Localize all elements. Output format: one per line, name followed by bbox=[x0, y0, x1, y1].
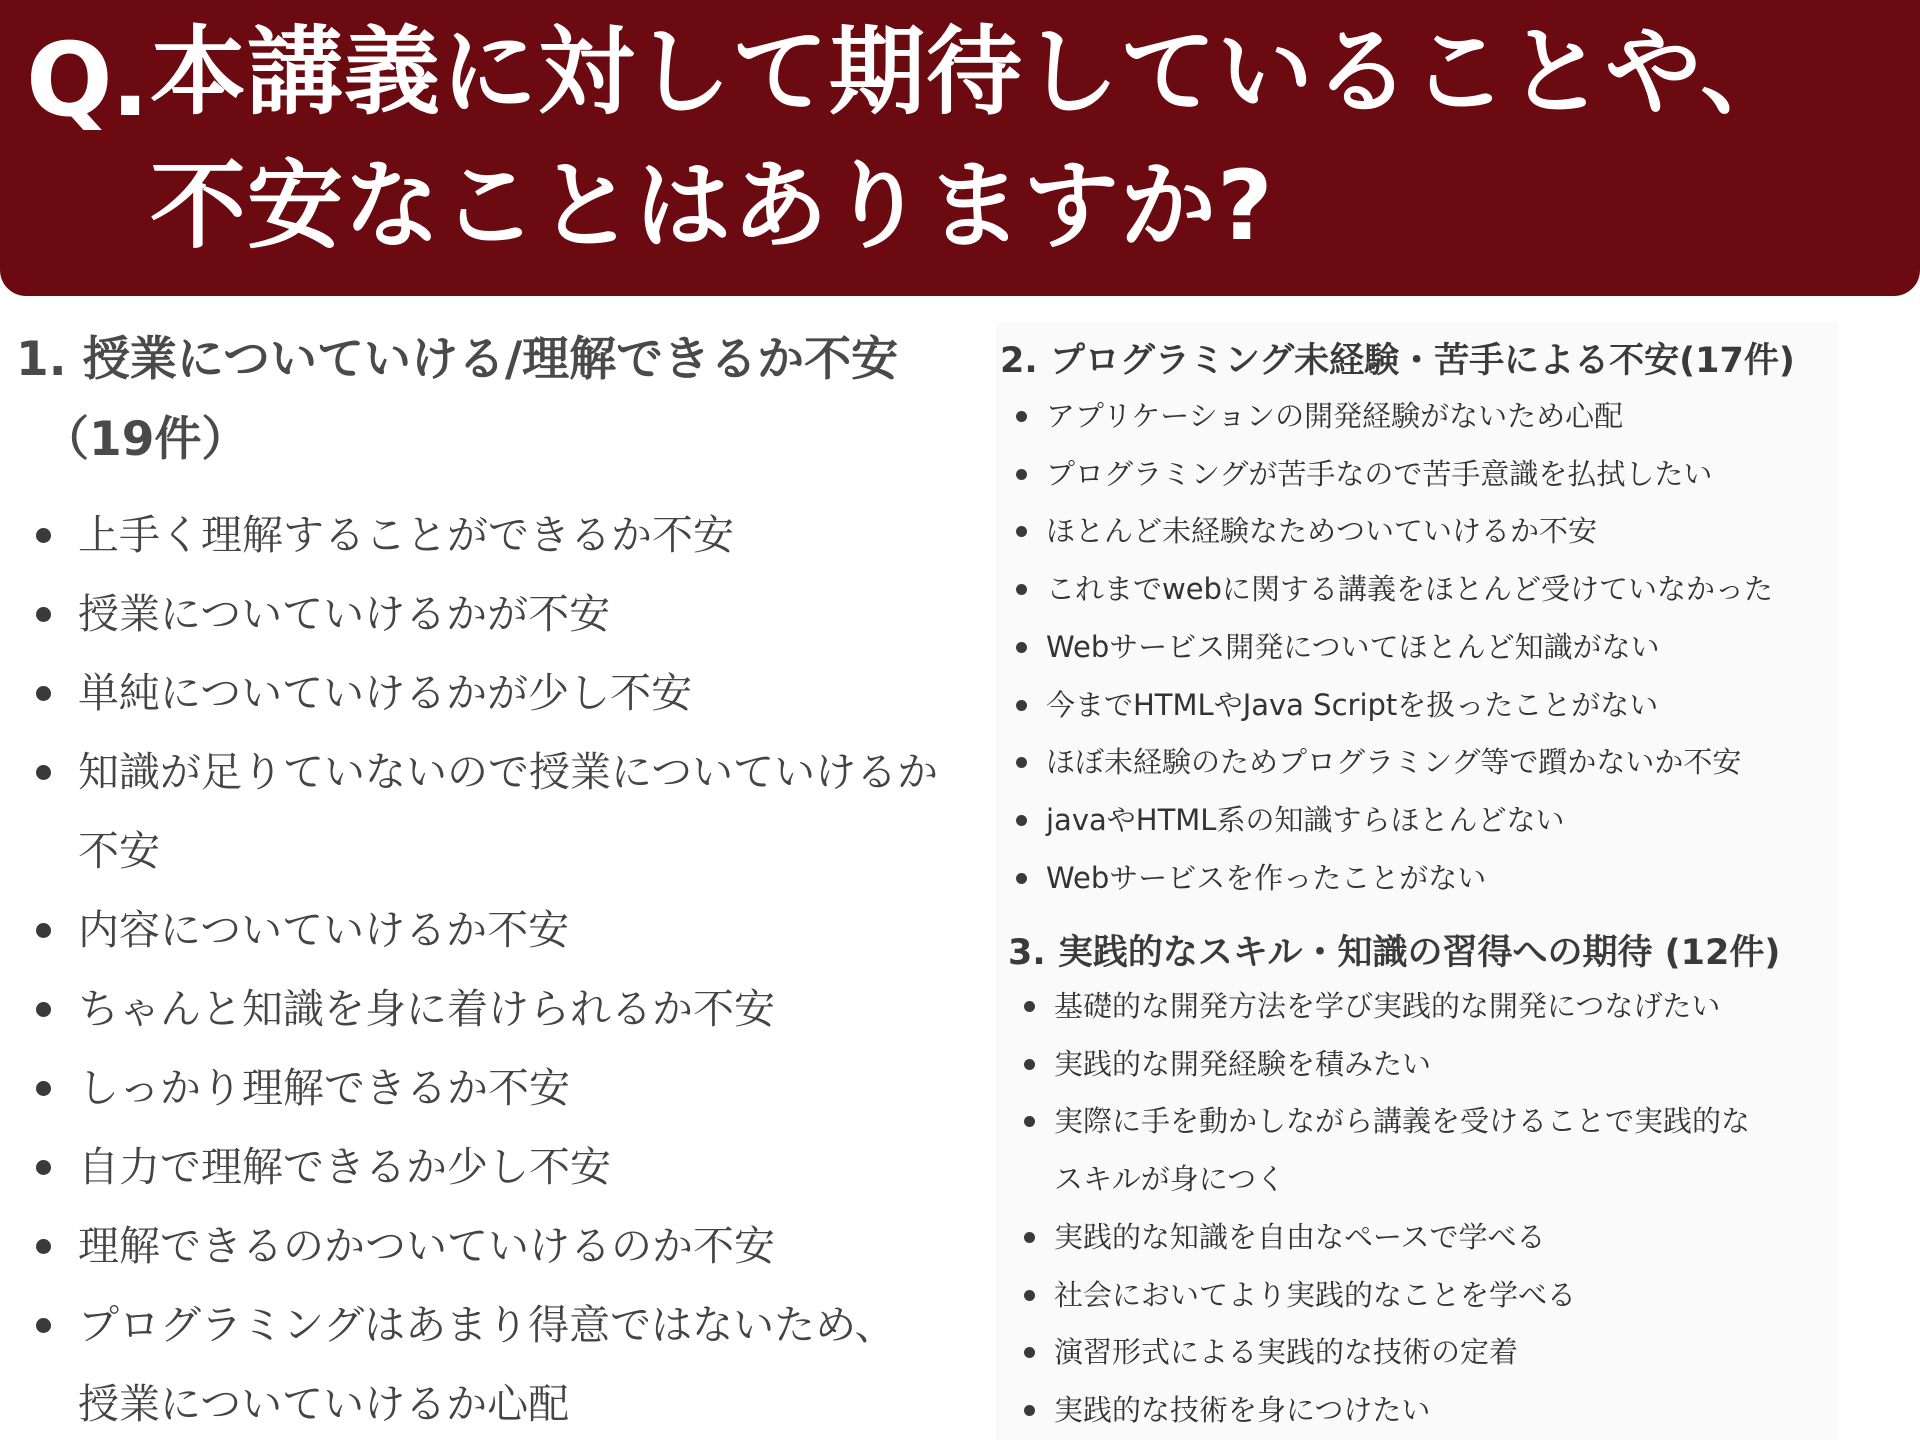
list-item-text-continued: スキルが身につく bbox=[1054, 1162, 1286, 1197]
bullet-icon bbox=[1016, 526, 1027, 537]
bullet-icon bbox=[1016, 815, 1027, 826]
list-item-text-continued: 不安 bbox=[78, 827, 160, 875]
section2-title: 2. プログラミング未経験・苦手による不安(17件) bbox=[1000, 341, 1795, 381]
bullet-icon bbox=[36, 1002, 51, 1017]
list-item-text: 基礎的な開発方法を学び実践的な開発につなげたい bbox=[1054, 989, 1721, 1023]
bullet-icon bbox=[1016, 411, 1027, 422]
list-item bbox=[996, 734, 1836, 792]
list-item bbox=[1004, 1036, 1844, 1094]
list-item-text: 今までHTMLやJava Scriptを扱ったことがない bbox=[1046, 687, 1659, 722]
list-item bbox=[0, 1128, 980, 1207]
bullet-icon bbox=[1024, 1059, 1035, 1070]
list-item bbox=[996, 792, 1836, 850]
bullet-icon bbox=[36, 1318, 51, 1333]
section3-title: 3. 実践的なスキル・知識の習得への期待 (12件) bbox=[1008, 933, 1781, 973]
bullet-icon bbox=[36, 607, 51, 622]
list-item-text: プログラミングはあまり得意ではないため、 bbox=[78, 1301, 896, 1349]
bullet-icon bbox=[1024, 1001, 1035, 1012]
list-item bbox=[1004, 1209, 1844, 1267]
bullet-icon bbox=[1016, 757, 1027, 768]
list-item bbox=[0, 654, 980, 733]
bullet-icon bbox=[1024, 1232, 1035, 1243]
list-item bbox=[0, 1286, 980, 1440]
bullet-icon bbox=[36, 1081, 51, 1096]
question-text-line2: 不安なことはありますか? bbox=[150, 150, 1274, 262]
bullet-icon bbox=[36, 528, 51, 543]
section2-list bbox=[996, 388, 1836, 907]
list-item-text: しっかり理解できるか不安 bbox=[78, 1064, 570, 1112]
section1-list bbox=[0, 496, 980, 1440]
list-item bbox=[1004, 1382, 1844, 1440]
list-item-text: プログラミングが苦手なので苦手意識を払拭したい bbox=[1046, 456, 1713, 491]
list-item-text: 自力で理解できるか少し不安 bbox=[78, 1143, 611, 1191]
bullet-icon bbox=[1016, 700, 1027, 711]
list-item-text: ほとんど未経験なためついていけるか不安 bbox=[1046, 514, 1598, 549]
list-item bbox=[0, 575, 980, 654]
list-item bbox=[0, 1049, 980, 1128]
bullet-icon bbox=[1016, 584, 1027, 595]
list-item-text: Webサービス開発についてほとんど知識がない bbox=[1046, 629, 1660, 664]
bullet-icon bbox=[36, 1160, 51, 1175]
list-item-text: 社会においてより実践的なことを学べる bbox=[1054, 1277, 1577, 1312]
bullet-icon bbox=[1016, 873, 1027, 884]
list-item-text: 内容についていけるか不安 bbox=[78, 906, 570, 954]
list-item bbox=[1004, 1267, 1844, 1325]
list-item bbox=[0, 496, 980, 575]
section1-panel bbox=[0, 296, 980, 1440]
list-item bbox=[996, 503, 1836, 561]
list-item-text: 実践的な知識を自由なペースで学べる bbox=[1054, 1219, 1546, 1254]
bullet-icon bbox=[36, 923, 51, 938]
list-item-text: Webサービスを作ったことがない bbox=[1046, 860, 1487, 895]
list-item-text: 授業についていけるかが不安 bbox=[78, 590, 611, 638]
bullet-icon bbox=[1016, 469, 1027, 480]
list-item bbox=[1004, 1324, 1844, 1382]
list-item-text: 知識が足りていないので授業についていけるか bbox=[78, 748, 939, 796]
list-item bbox=[996, 619, 1836, 677]
bullet-icon bbox=[1024, 1116, 1035, 1127]
list-item-text: これまでwebに関する講義をほとんど受けていなかった bbox=[1046, 572, 1773, 607]
section1-title: 1. 授業についていける/理解できるか不安 bbox=[16, 332, 899, 387]
list-item-text: 実践的な技術を身につけたい bbox=[1054, 1392, 1431, 1427]
list-item-text: 演習形式による実践的な技術の定着 bbox=[1054, 1335, 1519, 1370]
list-item-text: アプリケーションの開発経験がないため心配 bbox=[1046, 399, 1624, 433]
list-item bbox=[996, 677, 1836, 735]
list-item-text-continued: 授業についていけるか心配 bbox=[78, 1380, 570, 1428]
section3-list bbox=[1004, 978, 1844, 1440]
list-item bbox=[0, 1207, 980, 1286]
section1-count: （19件） bbox=[42, 412, 249, 467]
bullet-icon bbox=[1024, 1347, 1035, 1358]
list-item-text: ちゃんと知識を身に着けられるか不安 bbox=[78, 985, 775, 1033]
bullet-icon bbox=[36, 686, 51, 701]
list-item-text: 実際に手を動かしながら講義を受けることで実践的な bbox=[1054, 1104, 1751, 1139]
list-item-text: ほぼ未経験のためプログラミング等で躓かないか不安 bbox=[1046, 745, 1742, 780]
list-item bbox=[0, 970, 980, 1049]
list-item-text: 実践的な開発経験を積みたい bbox=[1054, 1046, 1432, 1081]
bullet-icon bbox=[1024, 1405, 1035, 1416]
question-label: Q. bbox=[26, 21, 148, 140]
list-item bbox=[996, 561, 1836, 619]
list-item bbox=[1004, 1093, 1844, 1208]
list-item bbox=[0, 891, 980, 970]
list-item bbox=[0, 733, 980, 891]
list-item-text: 上手く理解することができるか不安 bbox=[78, 511, 734, 559]
sections-2-3-panel bbox=[996, 322, 1838, 1440]
bullet-icon bbox=[1016, 642, 1027, 653]
list-item bbox=[996, 446, 1836, 504]
bullet-icon bbox=[36, 765, 51, 780]
question-banner bbox=[0, 0, 1920, 296]
bullet-icon bbox=[36, 1239, 51, 1254]
list-item bbox=[1004, 978, 1844, 1036]
bullet-icon bbox=[1024, 1290, 1035, 1301]
list-item bbox=[996, 388, 1836, 446]
question-text-line1: 本講義に対して期待していることや、 bbox=[150, 16, 1798, 128]
list-item-text: javaやHTML系の知識すらほとんどない bbox=[1046, 802, 1565, 837]
list-item bbox=[996, 850, 1836, 908]
list-item-text: 単純についていけるかが少し不安 bbox=[78, 669, 693, 717]
list-item-text: 理解できるのかついていけるのか不安 bbox=[78, 1222, 775, 1270]
